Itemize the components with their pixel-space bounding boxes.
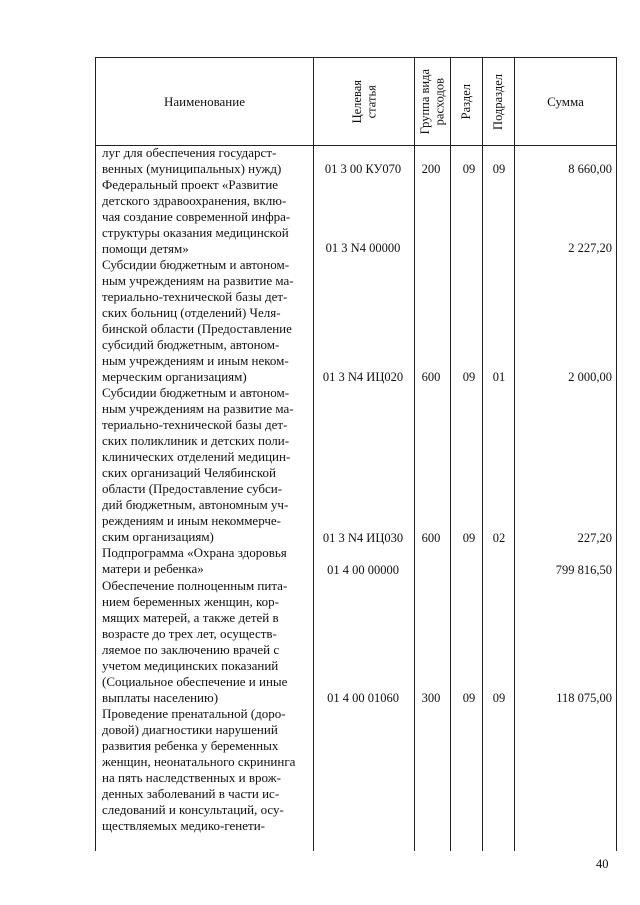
row-subsection: 09 (492, 162, 506, 176)
header-name (96, 58, 313, 145)
row-expense-group: 300 (421, 691, 441, 705)
row-expense-group: 200 (421, 162, 441, 176)
row-target-article: 01 4 00 00000 (327, 563, 399, 577)
header-expense-group (415, 58, 450, 145)
header-section (451, 58, 482, 145)
row-section: 09 (462, 370, 476, 384)
row-subsection: 01 (492, 370, 506, 384)
row-section: 09 (462, 162, 476, 176)
header-expense-group-label: Группа вида расходов (418, 68, 447, 135)
header-section-label: Раздел (459, 83, 474, 120)
header-subsection (483, 58, 514, 145)
header-sum-label: Сумма (547, 93, 584, 109)
row-subsection: 02 (492, 531, 506, 545)
row-sum: 2 000,00 (568, 370, 612, 384)
column-divider (514, 58, 515, 851)
header-target-article-label: Целевая статья (349, 79, 378, 124)
row-name: Субсидии бюджетным и автоном- ным учреждениям на развитие ма- териально-технической базы дет- ских больниц (отделений) Челя- бинской области (Предоставление субсидий бюджетным, автоном- ным учреждениям и иным неком- мерческим организациям) (102, 257, 294, 385)
row-section: 09 (462, 531, 476, 545)
row-target-article: 01 3 00 КУ070 (324, 162, 402, 176)
row-sum: 2 227,20 (568, 241, 612, 255)
row-name: Обеспечение полноценным пита- нием беременных женщин, кор- мящих матерей, а также детей в возрасте до трех лет, осуществ- ляемое по заключению врачей с учетом медицинских показаний (Социальное обеспечение и иные выплаты населению) (102, 578, 288, 706)
row-section: 09 (462, 691, 476, 705)
column-divider (313, 58, 314, 851)
row-sum: 118 075,00 (556, 691, 612, 705)
header-target-article (314, 58, 414, 145)
row-target-article: 01 3 N4 ИЦ030 (322, 531, 404, 545)
row-target-article: 01 4 00 01060 (327, 691, 399, 705)
row-name: луг для обеспечения государст- венных (муниципальных) нужд) (102, 145, 282, 177)
row-name: Подпрограмма «Охрана здоровья матери и ребенка» (102, 545, 287, 577)
row-name: Субсидии бюджетным и автоном- ным учреждениям на развитие ма- териально-технической базы дет- ских поликлиник и детских поли- клинических отделений медицин- ских организаций Челябинской области (Предоставление субси- дий бюджетным, автономным уч- реждениям и иным некоммерче- ским организациям) (102, 385, 294, 545)
row-sum: 227,20 (577, 531, 612, 545)
row-target-article: 01 3 N4 00000 (325, 241, 401, 255)
row-expense-group: 600 (421, 531, 441, 545)
row-target-article: 01 3 N4 ИЦ020 (322, 370, 404, 384)
column-divider (450, 58, 451, 851)
page-number: 40 (596, 857, 609, 871)
row-sum: 799 816,50 (555, 563, 612, 577)
row-subsection: 09 (492, 691, 506, 705)
header-name-label: Наименование (164, 93, 245, 109)
row-sum: 8 660,00 (568, 162, 612, 176)
row-name: Проведение пренатальной (доро- довой) диагностики нарушений развития ребенка у беременных женщин, неонатального скрининга на пять наследственных и врож- денных заболеваний в части ис- следований и консультаций, осу- ществляемых медико-генети- (102, 706, 296, 834)
row-name: Федеральный проект «Развитие детского здравоохранения, вклю- чая создание современной инфра- структуры оказания медицинской помощи детям» (102, 177, 291, 257)
column-divider (414, 58, 415, 851)
header-subsection-label: Подраздел (491, 73, 506, 130)
budget-table (95, 57, 617, 851)
header-sum (515, 58, 616, 145)
row-expense-group: 600 (421, 370, 441, 384)
